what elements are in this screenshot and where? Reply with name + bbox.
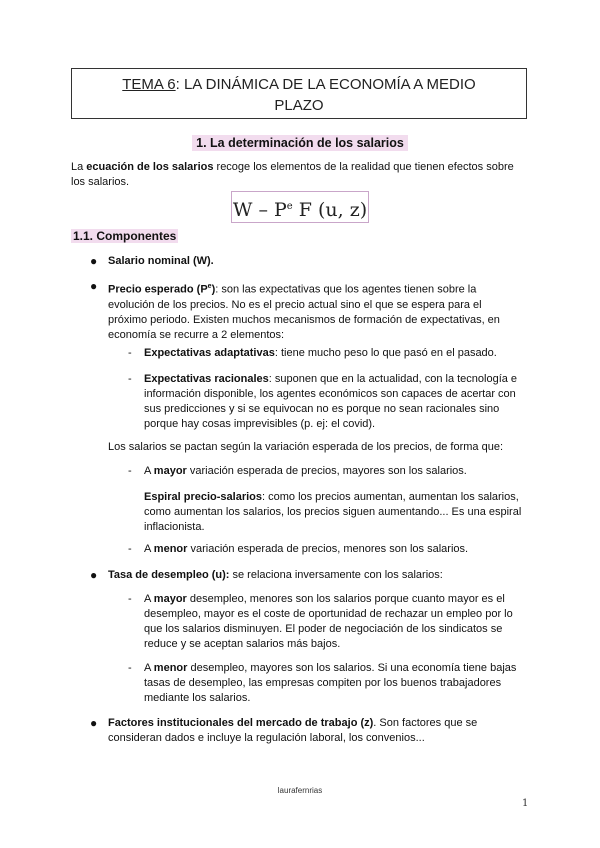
list-item-menor-desempleo: A menor desempleo, mayores son los salarios. Si una economía tiene bajas tasas de desempleo, las empresas compiten por los buenos trabajadores mediante los salarios.	[144, 662, 517, 704]
dash-icon: -	[128, 593, 132, 605]
bullet-icon: ●	[90, 568, 98, 582]
list-item-factores: Factores institucionales del mercado de trabajo (z). Son factores que se consideran dados e incluye la regulación laboral, los convenios...	[108, 717, 478, 744]
section-heading: 1. La determinación de los salarios	[0, 134, 600, 152]
title-line2: PLAZO	[274, 97, 324, 114]
page-number: 1	[522, 798, 529, 809]
pactan-paragraph: Los salarios se pactan según la variación esperada de los precios, de forma que:	[108, 441, 504, 453]
espiral-paragraph: Espiral precio-salarios: como los precios aumentan, aumentan los salarios, como aumentan los salarios, los precios siguen aumentando... Es una espiral inflacionista.	[144, 491, 522, 533]
title-rest: : LA DINÁMICA DE LA ECONOMÍA A MEDIO	[175, 76, 476, 93]
list-item-racionales: Expectativas racionales: suponen que en la actualidad, con la tecnología e información disponible, los agentes económicos son capaces de acertar con sus predicciones y si se equivocan no es porque no sean racionales sino porque hay cosas imprevisibles (p. ej: el covid).	[144, 373, 518, 430]
list-item-adaptativas: Expectativas adaptativas: tiene mucho peso lo que pasó en el pasado.	[144, 347, 497, 359]
title-box	[71, 68, 527, 119]
list-item-salario-nominal: Salario nominal (W).	[108, 255, 214, 267]
list-item-menor-variacion: A menor variación esperada de precios, menores son los salarios.	[144, 543, 469, 555]
list-item-tasa-desempleo: Tasa de desempleo (u): se relaciona inversamente con los salarios:	[108, 569, 443, 581]
dash-icon: -	[128, 662, 132, 674]
title-line1	[72, 74, 526, 95]
title-prefix: TEMA 6	[122, 76, 176, 93]
bullet-icon: ●	[90, 716, 98, 730]
dash-icon: -	[128, 373, 132, 385]
intro-paragraph: La ecuación de los salarios recoge los elementos de la realidad que tienen efectos sobre los salarios.	[71, 161, 514, 188]
bullet-icon: ●	[90, 254, 98, 268]
footer-author: laurafernrias	[277, 786, 323, 795]
dash-icon: -	[128, 465, 132, 477]
list-item-precio-esperado: Precio esperado $(P^e)$: son las expectativas que los agentes tienen sobre la evolución de los precios. No es el precio actual sino el que se espera para el próximo periodo. Existen muchos mecanismos de formación de expectativas, en economía se recurre a 2 elementos:	[108, 283, 500, 341]
dash-icon: -	[128, 347, 132, 359]
list-item-mayor-desempleo: A mayor desempleo, menores son los salarios porque cuanto mayor es el desempleo, mayor es el coste de oportunidad de rechazar un empleo por lo que los salarios disminuyen. El poder de negociación de los sindicatos se reduce y se aceptan salarios más bajos.	[144, 593, 513, 650]
wage-equation: W – $P^e$ F (u, z)	[231, 191, 369, 223]
bullet-icon: ●	[90, 279, 98, 293]
list-item-mayor-variacion: A mayor variación esperada de precios, mayores son los salarios.	[144, 465, 467, 477]
subsection-heading: 1.1. Componentes	[73, 229, 177, 243]
dash-icon: -	[128, 543, 132, 555]
